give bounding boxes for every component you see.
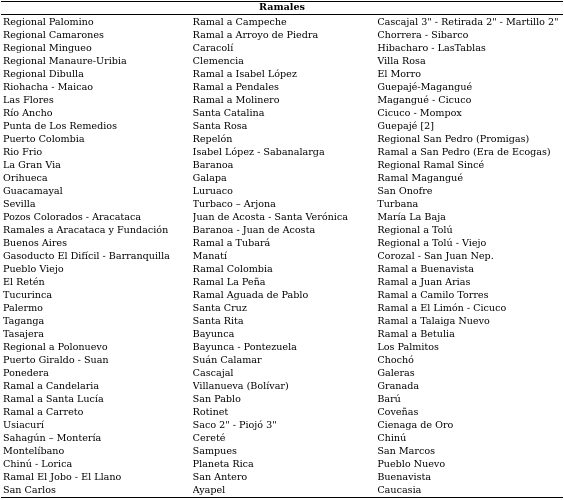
table-cell: Ramal a El Limón - Cicuco xyxy=(377,303,507,314)
table-cell: Guepajé [2] xyxy=(377,121,435,132)
table-cell: Cascajal xyxy=(192,368,234,379)
table-cell: Bayunca - Pontezuela xyxy=(192,342,297,353)
table-cell: María La Baja xyxy=(377,212,446,223)
table-cell: Baranoa - Juan de Acosta xyxy=(192,225,316,236)
table-cell: San Pablo xyxy=(192,394,241,405)
table-cell: Pueblo Nuevo xyxy=(377,459,446,470)
column-3 xyxy=(375,16,563,497)
table-cell: Ramal a Campeche xyxy=(192,17,287,28)
table-cell: Río Ancho xyxy=(3,108,53,119)
table-cell: Turbaco – Arjona xyxy=(192,199,276,210)
table-cell: Ramal a Carreto xyxy=(3,407,84,418)
table-cell: Ponedera xyxy=(3,368,49,379)
table-cell: Regional a Polonuevo xyxy=(3,342,108,353)
table-cell: Guepajé-Magangué xyxy=(377,82,473,93)
table-cell: La Gran Via xyxy=(3,160,61,171)
table-cell: Punta de Los Remedios xyxy=(3,121,118,132)
table-cell: Tucurinca xyxy=(3,290,53,301)
table-cell: Ramal a Molinero xyxy=(192,95,280,106)
table-cell: Coveñas xyxy=(377,407,419,418)
table-cell: Regional Manaure-Uribia xyxy=(3,56,127,67)
table-cell: Puerto Giraldo - Suan xyxy=(3,355,109,366)
table-cell: Manatí xyxy=(192,251,228,262)
table-cell: Rio Frio xyxy=(3,147,43,158)
table-cell: Ramal La Peña xyxy=(192,277,266,288)
table-cell: Pozos Colorados - Aracataca xyxy=(3,212,142,223)
table-cell: Suán Calamar xyxy=(192,355,262,366)
table-cell: Chorrera - Sibarco xyxy=(377,30,469,41)
table-cell: Puerto Colombia xyxy=(3,134,85,145)
table-cell: Juan de Acosta - Santa Verónica xyxy=(192,212,348,223)
table-cell: Las Flores xyxy=(3,95,54,106)
table-cell: Taganga xyxy=(3,316,45,327)
table-cell: Regional San Pedro (Promigas) xyxy=(377,134,530,145)
table-cell: Regional a Tolú - Viejo xyxy=(377,238,487,249)
table-cell: San Carlos xyxy=(3,485,56,496)
table-cell: Barú xyxy=(377,394,401,405)
table-cell: Santa Catalina xyxy=(192,108,265,119)
table-cell: Ramal a Buenavista xyxy=(377,264,474,275)
table-cell: Gasoducto El Difícil - Barranquilla xyxy=(3,251,170,262)
table-cell: El Retén xyxy=(3,277,45,288)
table-cell: Turbana xyxy=(377,199,419,210)
table-cell: Regional Dibulla xyxy=(3,69,84,80)
table-cell: Galeras xyxy=(377,368,415,379)
table-cell: Rotinet xyxy=(192,407,229,418)
table-cell: Regional Mingueo xyxy=(3,43,92,54)
table-cell: Corozal - San Juan Nep. xyxy=(377,251,494,262)
column-1 xyxy=(1,16,192,497)
table-cell: Ramal El Jobo - El Llano xyxy=(3,472,122,483)
table-cell: Hibacharo - LasTablas xyxy=(377,43,486,54)
table-cell: Ramal a Talaiga Nuevo xyxy=(377,316,490,327)
table-cell: Santa Rita xyxy=(192,316,244,327)
table-cell: Santa Cruz xyxy=(192,303,247,314)
table-cell: Ramal Magangué xyxy=(377,173,464,184)
table-cell: Villanueva (Bolívar) xyxy=(192,381,289,392)
table-cell: Caracolí xyxy=(192,43,234,54)
table-cell: Ramal a Juan Arias xyxy=(377,277,471,288)
table-cell: Cicuco - Mompox xyxy=(377,108,462,119)
table-cell: Cascajal 3" - Retirada 2" - Martillo 2" xyxy=(377,17,559,28)
table-cell: Isabel López - Sabanalarga xyxy=(192,147,325,158)
table-cell: Ramal a Betulia xyxy=(377,329,455,340)
table-cell: Ramales a Aracataca y Fundación xyxy=(3,225,169,236)
table-cell: Regional Camarones xyxy=(3,30,104,41)
table-cell: Orihueca xyxy=(3,173,48,184)
table-cell: Ramal a Isabel López xyxy=(192,69,297,80)
table-cell: Saco 2" - Piojó 3" xyxy=(192,420,277,431)
table-cell: Chochó xyxy=(377,355,414,366)
ramales-table xyxy=(1,1,563,498)
table-cell: Ramal a Pendales xyxy=(192,82,279,93)
table-cell: Cienaga de Oro xyxy=(377,420,454,431)
table-cell: Ramal Aguada de Pablo xyxy=(192,290,309,301)
table-cell: Buenavista xyxy=(377,472,432,483)
table-cell: Regional Ramal Sincé xyxy=(377,160,485,171)
table-cell: Ramal a San Pedro (Era de Ecogas) xyxy=(377,147,551,158)
table-cell: Ramal Colombia xyxy=(192,264,273,275)
table-cell: Tasajera xyxy=(3,329,44,340)
table-cell: Clemencia xyxy=(192,56,244,67)
table-cell: Regional a Tolú xyxy=(377,225,453,236)
table-cell: Chinú - Lorica xyxy=(3,459,73,470)
table-cell: San Marcos xyxy=(377,446,436,457)
table-cell: Riohacha - Maicao xyxy=(3,82,94,93)
table-cell: Baranoa xyxy=(192,160,234,171)
table-cell: Santa Rosa xyxy=(192,121,248,132)
table-cell: Ramal a Candelaria xyxy=(3,381,100,392)
table-cell: Sahagún – Montería xyxy=(3,433,102,444)
table-cell: Ramal a Tubará xyxy=(192,238,271,249)
table-cell: San Onofre xyxy=(377,186,433,197)
table-cell: Caucasia xyxy=(377,485,422,496)
table-cell: Ramal a Santa Lucía xyxy=(3,394,104,405)
table-cell: Buenos Aires xyxy=(3,238,68,249)
table-cell: Montelíbano xyxy=(3,446,65,457)
table-cell: Planeta Rica xyxy=(192,459,254,470)
table-cell: San Antero xyxy=(192,472,248,483)
table-cell: Los Palmitos xyxy=(377,342,439,353)
table-cell: Villa Rosa xyxy=(377,56,426,67)
table-cell: Ayapel xyxy=(192,485,226,496)
table-cell: Ramal a Arroyo de Piedra xyxy=(192,30,319,41)
table-cell: Sevilla xyxy=(3,199,36,210)
table-cell: Pueblo Viejo xyxy=(3,264,64,275)
table-cell: Granada xyxy=(377,381,420,392)
table-cell: Palermo xyxy=(3,303,43,314)
column-2 xyxy=(192,16,376,497)
table-cell: Luruaco xyxy=(192,186,233,197)
table-cell: Sampues xyxy=(192,446,237,457)
table-cell: Guacamayal xyxy=(3,186,63,197)
table-cell: Repelón xyxy=(192,134,233,145)
table-cell: Magangué - Cicuco xyxy=(377,95,472,106)
table-cell: Usiacurí xyxy=(3,420,45,431)
table-cell: El Morro xyxy=(377,69,421,80)
table-body xyxy=(1,15,563,498)
table-title: Ramales xyxy=(1,1,563,15)
table-cell: Galapa xyxy=(192,173,227,184)
table-cell: Bayunca xyxy=(192,329,235,340)
table-cell: Cereté xyxy=(192,433,226,444)
table-cell: Ramal a Camilo Torres xyxy=(377,290,489,301)
table-cell: Chinú xyxy=(377,433,407,444)
table-cell: Regional Palomino xyxy=(3,17,94,28)
